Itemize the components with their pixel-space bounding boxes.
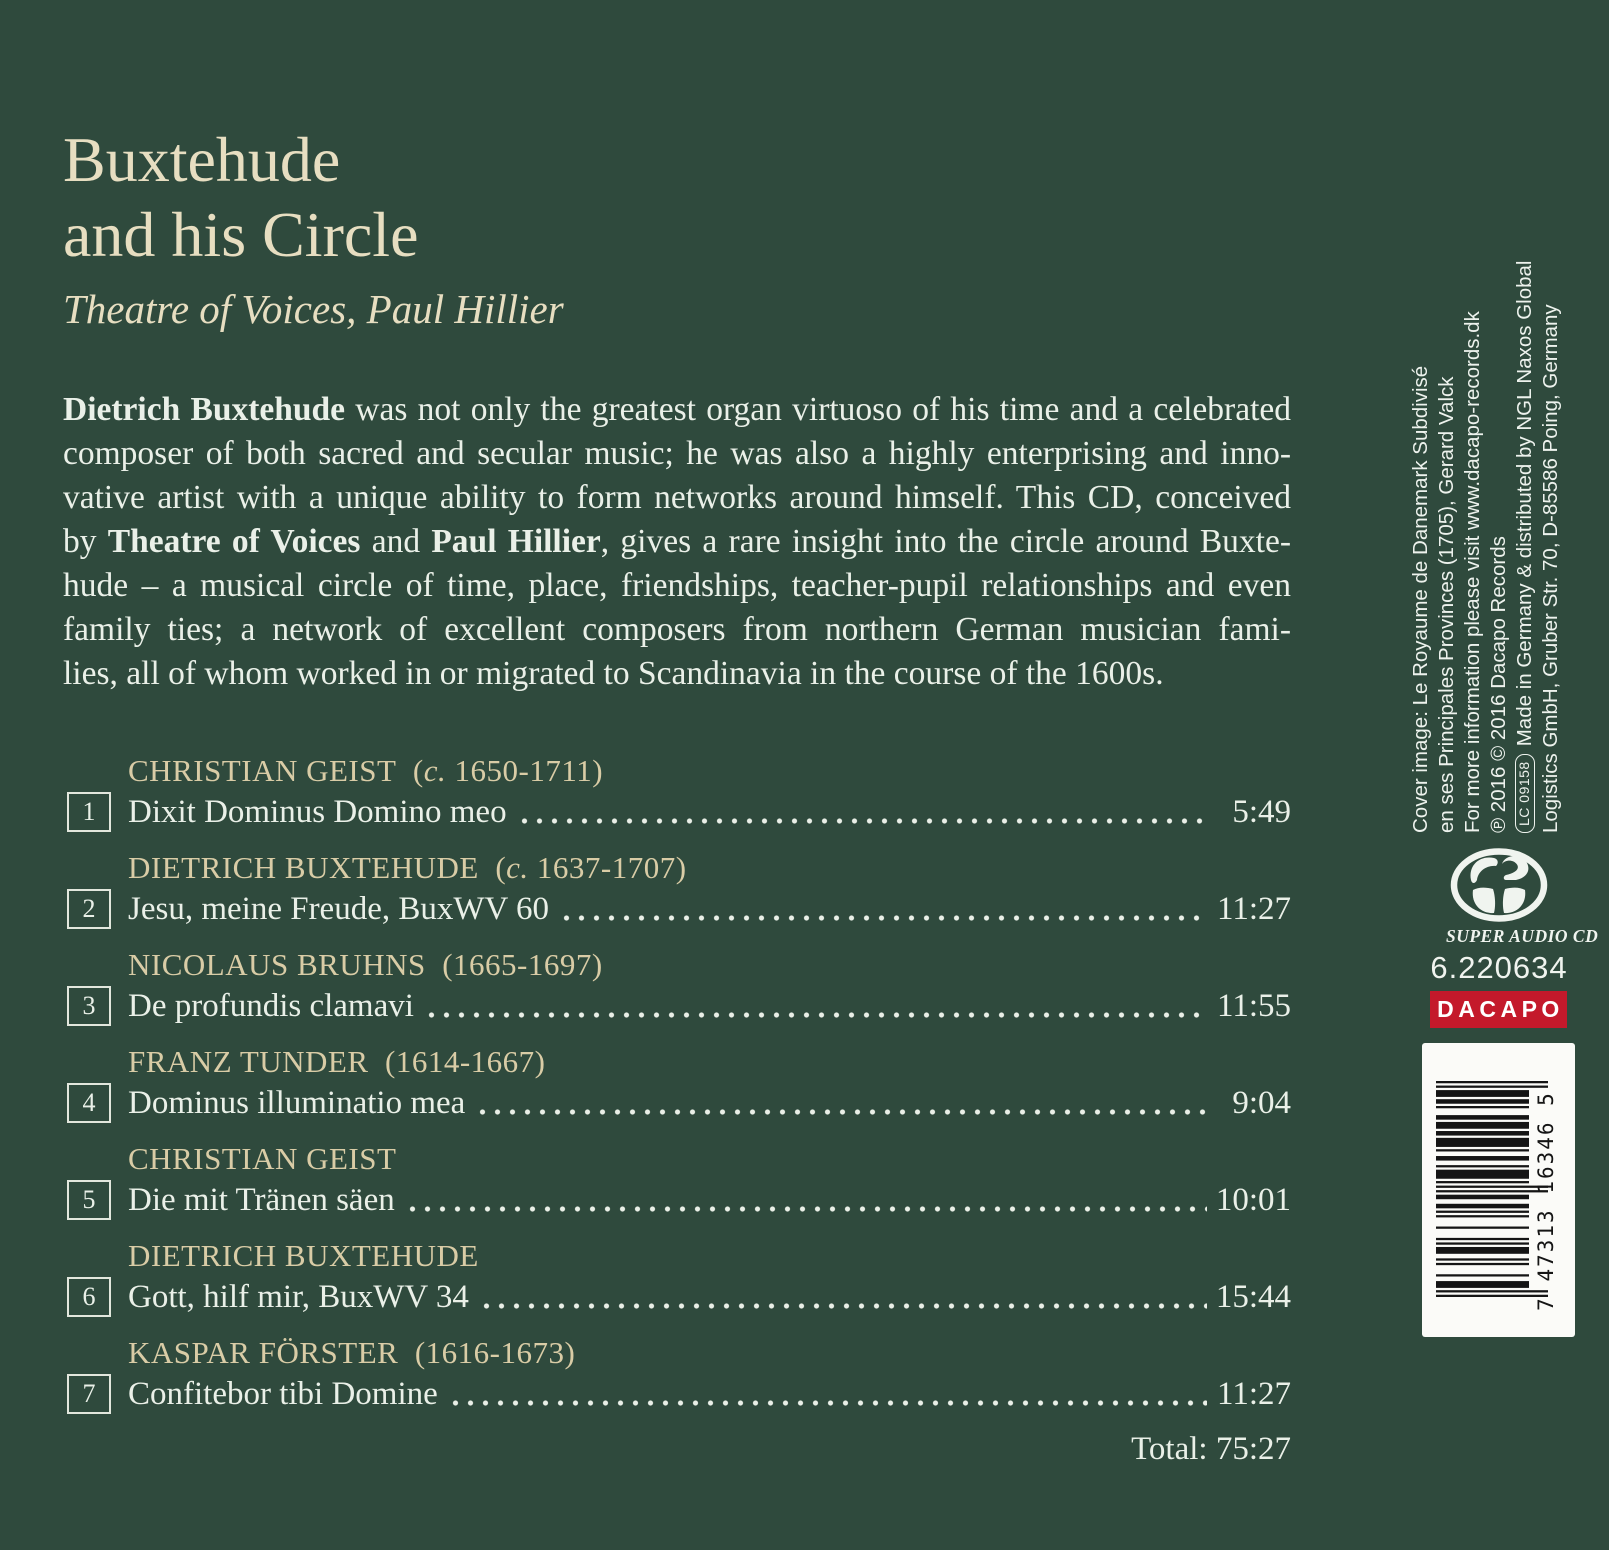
barcode-digits: 7 47313 16346 5 [1534,1091,1558,1311]
catalog-number: 6.220634 [1430,950,1568,985]
track-title: Dominus illuminatio mea [128,1084,466,1121]
credits-rotated-text [1408,233,1564,833]
track-title: Gott, hilf mir, BuxWV 34 [128,1278,469,1315]
album-title-line1: Buxtehude [63,124,341,195]
credits-line: en ses Principales Provinces (1705), Gerard Valck [1435,376,1458,833]
dotted-leader [475,1277,1207,1317]
super-audio-cd-logo-icon [1449,847,1549,923]
track-number: 6 [67,1277,111,1317]
intro-paragraph [63,388,1291,696]
intro-line: vative artist with a unique ability to form networks around himself. This CD, conceived [63,479,1291,516]
track-row [67,889,1291,929]
track-group [63,752,1291,832]
artists-line: Theatre of Voices, Paul Hillier [63,286,564,332]
composer-line: FRANZ TUNDER (1614-1667) [128,1044,546,1079]
track-number: 2 [67,889,111,929]
track-time: 11:27 [1217,1375,1291,1412]
dotted-leader [555,889,1207,929]
album-header [63,122,564,334]
credits-line: Cover image: Le Royaume de Danemark Subdivisé [1409,365,1432,833]
credits-line: LC 09158Made in Germany & distributed by NGL Naxos Global [1512,233,1538,833]
intro-line: by Theatre of Voices and Paul Hillier, gives a rare insight into the circle around Buxte- [63,523,1292,560]
track-number: 4 [67,1083,111,1123]
intro-line: hude – a musical circle of time, place, friendships, teacher-pupil relationships and even [63,567,1291,604]
lc-badge: LC 09158 [1515,754,1535,833]
intro-line: Dietrich Buxtehude was not only the greatest organ virtuoso of his time and a celebrated [63,391,1291,428]
track-row [67,986,1291,1026]
intro-line: lies, all of whom worked in or migrated to Scandinavia in the course of the 1600s. [63,655,1164,692]
track-group [63,946,1291,1026]
track-list [63,752,1291,1468]
composer-line: NICOLAUS BRUHNS (1665-1697) [128,947,603,982]
dotted-leader [401,1180,1207,1220]
intro-line: family ties; a network of excellent composers from northern German musician fami- [63,611,1291,648]
sacd-block [1446,847,1599,947]
track-time: 11:55 [1217,987,1291,1024]
dotted-leader [444,1374,1207,1414]
dotted-leader [513,792,1207,832]
track-title: Confitebor tibi Domine [128,1375,438,1412]
track-time: 9:04 [1232,1084,1291,1121]
track-group [63,1334,1291,1414]
barcode-bars-icon [1436,1081,1549,1299]
track-time: 10:01 [1215,1181,1291,1218]
track-time: 11:27 [1217,890,1291,927]
track-group [63,1043,1291,1123]
composer-line: DIETRICH BUXTEHUDE [128,1238,479,1273]
track-number: 7 [67,1374,111,1414]
track-time: 5:49 [1232,793,1291,830]
track-title: De profundis clamavi [128,987,414,1024]
track-row [67,1083,1291,1123]
composer-line: CHRISTIAN GEIST (c. 1650-1711) [128,753,604,788]
dotted-leader [471,1083,1207,1123]
track-row [67,792,1291,832]
track-title: Jesu, meine Freude, BuxWV 60 [128,890,549,927]
track-row [67,1374,1291,1414]
composer-line: DIETRICH BUXTEHUDE (c. 1637-1707) [128,850,687,885]
track-row [67,1180,1291,1220]
album-title-line2: and his Circle [63,199,419,270]
intro-line: composer of both sacred and secular music; he was also a highly enterprising and inno- [63,435,1291,472]
track-number: 3 [67,986,111,1026]
track-row [67,1277,1291,1317]
track-group [63,1237,1291,1317]
track-number: 5 [67,1180,111,1220]
dotted-leader [420,986,1207,1026]
track-number: 1 [67,792,111,832]
dacapo-logo: DACAPO [1430,991,1567,1028]
track-time: 15:44 [1215,1278,1291,1315]
composer-line: KASPAR FÖRSTER (1616-1673) [128,1335,576,1370]
track-title: Dixit Dominus Domino meo [128,793,507,830]
barcode [1422,1043,1575,1337]
track-title: Die mit Tränen säen [128,1181,395,1218]
composer-line: CHRISTIAN GEIST [128,1141,397,1176]
credits-line: Logistics GmbH, Gruber Str. 70, D-85586 Poing, Germany [1539,304,1562,833]
credits-line: ℗ 2016 © 2016 Dacapo Records [1487,536,1510,833]
track-group [63,849,1291,929]
credits-line: For more information please visit www.dacapo-records.dk [1461,311,1484,833]
track-group [63,1140,1291,1220]
sacd-label: SUPER AUDIO CD [1446,926,1599,946]
total-duration: Total: 75:27 [1131,1431,1291,1467]
